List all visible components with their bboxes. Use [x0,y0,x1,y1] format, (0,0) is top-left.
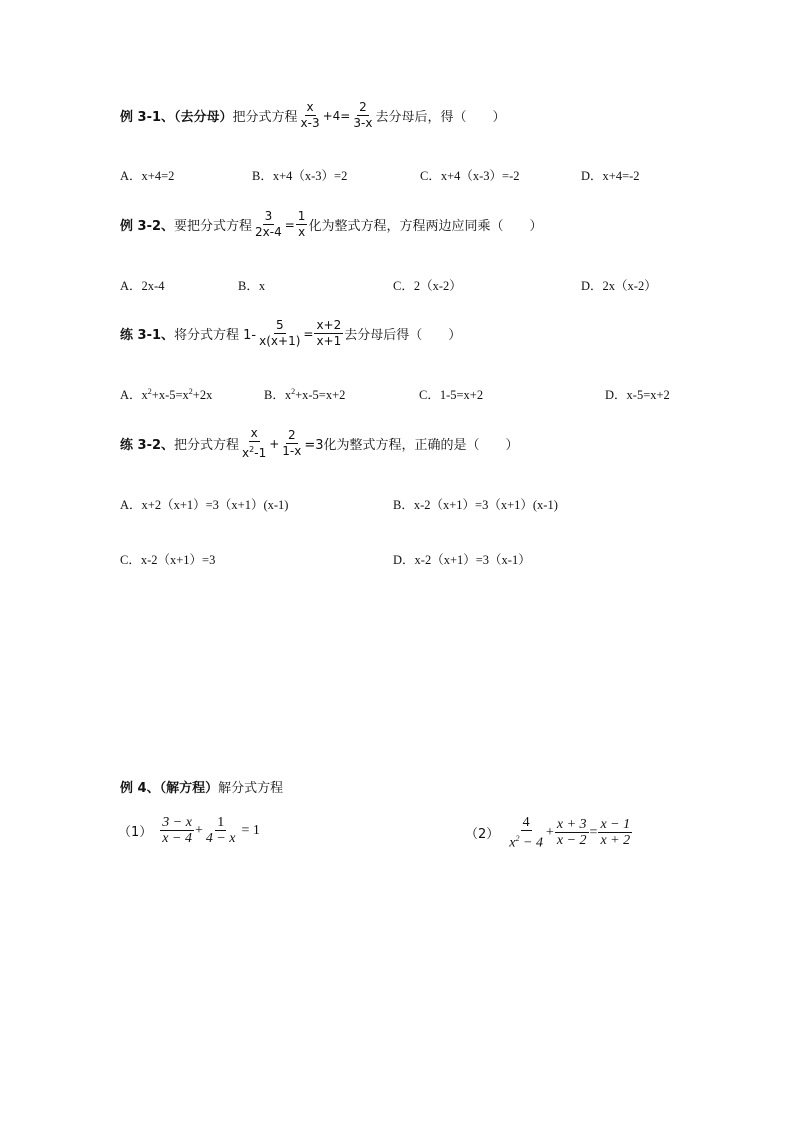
denominator: x − 2 [556,833,587,849]
question-3-2 [120,209,542,240]
operator: = [284,217,295,232]
question-text: 化为整式方程，方程两边应同乘（ ） [308,219,543,234]
option-a[interactable]: A．x+4=2 [120,169,175,183]
question-text: 把分式方程 [174,438,240,453]
example-4 [120,777,283,796]
option-c[interactable]: C．2（x-2） [393,279,462,293]
denominator: x + 2 [600,833,631,849]
base: x [509,835,516,851]
denominator: x(x+1) [259,334,301,348]
numerator: x+2 [316,318,342,332]
question-text: 去分母后得（ ） [344,328,462,343]
fraction [240,426,268,461]
numerator: x [250,426,258,440]
option-b[interactable]: B．x [238,279,266,293]
fraction [351,100,374,131]
denominator [240,442,268,461]
question-text: 将分式方程 1- [174,328,257,343]
operator: +4= [322,108,351,123]
option-a[interactable] [120,385,212,403]
question-text: 解分式方程 [218,781,284,796]
option-a[interactable]: A．x+2（x+1）=3（x+1）(x-1) [120,498,289,512]
problem-number: （1） [118,825,153,840]
option-d[interactable]: D．x+4=-2 [581,169,640,183]
fraction [296,209,308,240]
base: x [242,446,250,460]
operator: + [545,824,554,840]
numerator: 3 [264,209,273,223]
fraction [204,815,238,846]
practice-3-1 [120,318,461,349]
denominator-rest: − 4 [519,835,543,851]
exponent: 2 [515,834,520,843]
option-c[interactable]: C．x-2（x+1）=3 [120,553,216,567]
question-label: 例 4、（解方程） [120,781,219,796]
problem-number: （2） [465,827,500,843]
question-text: 去分母后，得（ ） [375,110,506,125]
practice-3-2 [120,426,519,461]
fraction [160,815,194,846]
option-d[interactable]: D．x-2（x+1）=3（x-1） [393,553,531,567]
denominator: 2x-4 [255,225,282,239]
denominator [507,831,545,851]
option-a[interactable]: A．2x-4 [120,279,165,293]
numerator: 1 [297,209,306,223]
denominator-rest: -1 [254,446,267,460]
numerator: 3 − x [162,815,192,830]
question-3-1 [120,100,505,131]
denominator: 4 − x [205,831,236,846]
numerator: x [306,100,314,114]
denominator: x+1 [316,334,342,348]
question-label: 例 3-2、 [120,219,175,234]
option-b[interactable] [264,385,345,403]
operator: = [589,824,598,840]
operator: + [269,436,280,451]
numerator: x − 1 [600,817,631,833]
option-text: +x-5=x [151,388,189,402]
denominator: x − 4 [162,831,192,846]
exponent: 2 [249,445,255,454]
question-label: 练 3-1、 [120,328,175,343]
option-text: B．x [264,388,292,402]
exponent: 2 [147,386,152,396]
option-d[interactable]: D．x-5=x+2 [605,388,670,402]
option-text: +x-5=x+2 [295,388,346,402]
question-text: =3化为整式方程，正确的是（ ） [304,438,519,453]
equation-1 [118,815,260,846]
fraction [555,817,589,848]
question-label: 练 3-2、 [120,438,175,453]
fraction [280,428,303,459]
denominator: 1-x [282,444,302,458]
option-d[interactable]: D．2x（x-2） [581,279,657,293]
denominator: 3-x [353,116,373,130]
numerator: 2 [359,100,367,114]
option-c[interactable]: C．x+4（x-3）=-2 [420,169,520,183]
operator: = 1 [241,822,260,838]
exponent: 2 [188,386,193,396]
equation-2 [465,815,633,851]
option-c[interactable]: C．1-5=x+2 [419,388,484,402]
exponent: 2 [291,386,296,396]
fraction [257,318,302,349]
option-b[interactable]: B．x-2（x+1）=3（x+1）(x-1) [393,498,558,512]
question-text: 把分式方程 [232,110,298,125]
fraction [314,318,343,349]
fraction [598,817,632,848]
numerator: 1 [217,815,225,830]
fraction [253,209,284,240]
option-text: A．x [120,388,148,402]
operator: = [303,326,314,341]
option-text: +2x [192,388,213,402]
numerator: 4 [522,815,530,830]
fraction [299,100,322,131]
question-label: 例 3-1、（去分母） [120,110,233,125]
operator: + [194,822,203,838]
numerator: 2 [287,428,296,442]
numerator: 5 [275,318,284,332]
question-text: 要把分式方程 [174,219,253,234]
option-b[interactable]: B．x+4（x-3）=2 [252,169,348,183]
denominator: x [298,225,306,239]
numerator: x + 3 [556,817,587,833]
fraction [507,815,545,851]
denominator: x-3 [300,116,320,130]
